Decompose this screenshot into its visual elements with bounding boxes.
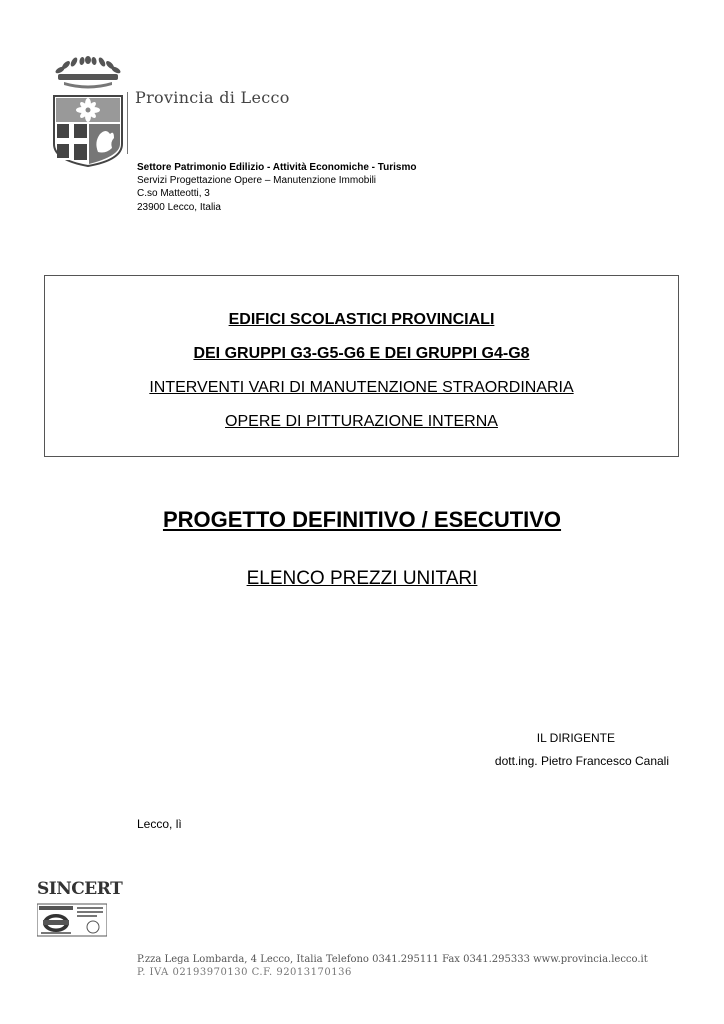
signer-role: IL DIRIGENTE: [536, 731, 615, 745]
signer-name: dott.ing. Pietro Francesco Canali: [494, 754, 669, 768]
office-department: Settore Patrimonio Edilizio - Attività Economiche - Turismo: [137, 162, 417, 173]
title-line-4: OPERE DI PITTURAZIONE INTERNA: [225, 413, 498, 430]
footer-address: P.zza Lega Lombarda, 4 Lecco, Italia Telefono 0341.295111 Fax 0341.295333 www.provincia.lecco.it: [137, 954, 648, 965]
header-divider: [127, 92, 128, 154]
title-line-1: EDIFICI SCOLASTICI PROVINCIALI: [228, 311, 495, 328]
office-address-block: [137, 161, 416, 214]
place-date: Lecco, lì: [137, 817, 182, 831]
org-name: Provincia di Lecco: [135, 88, 290, 107]
office-street: C.so Matteotti, 3: [137, 188, 210, 200]
footer-tax-ids: P. IVA 02193970130 C.F. 92013170136: [137, 967, 352, 978]
project-title-box: [44, 275, 679, 457]
office-service: Servizi Progettazione Opere – Manutenzione Immobili: [137, 175, 377, 187]
certification-brand: SINCERT: [37, 879, 123, 899]
document-title: PROGETTO DEFINITIVO / ESECUTIVO: [162, 507, 562, 532]
title-line-3: INTERVENTI VARI DI MANUTENZIONE STRAORDINARIA: [149, 379, 574, 396]
title-line-2: DEI GRUPPI G3-G5-G6 E DEI GRUPPI G4-G8: [193, 345, 530, 362]
coat-of-arms-logo: [50, 56, 126, 168]
certification-badge-icon: [37, 878, 107, 938]
document-subtitle: ELENCO PREZZI UNITARI: [246, 568, 478, 589]
office-city: 23900 Lecco, Italia: [137, 201, 221, 213]
